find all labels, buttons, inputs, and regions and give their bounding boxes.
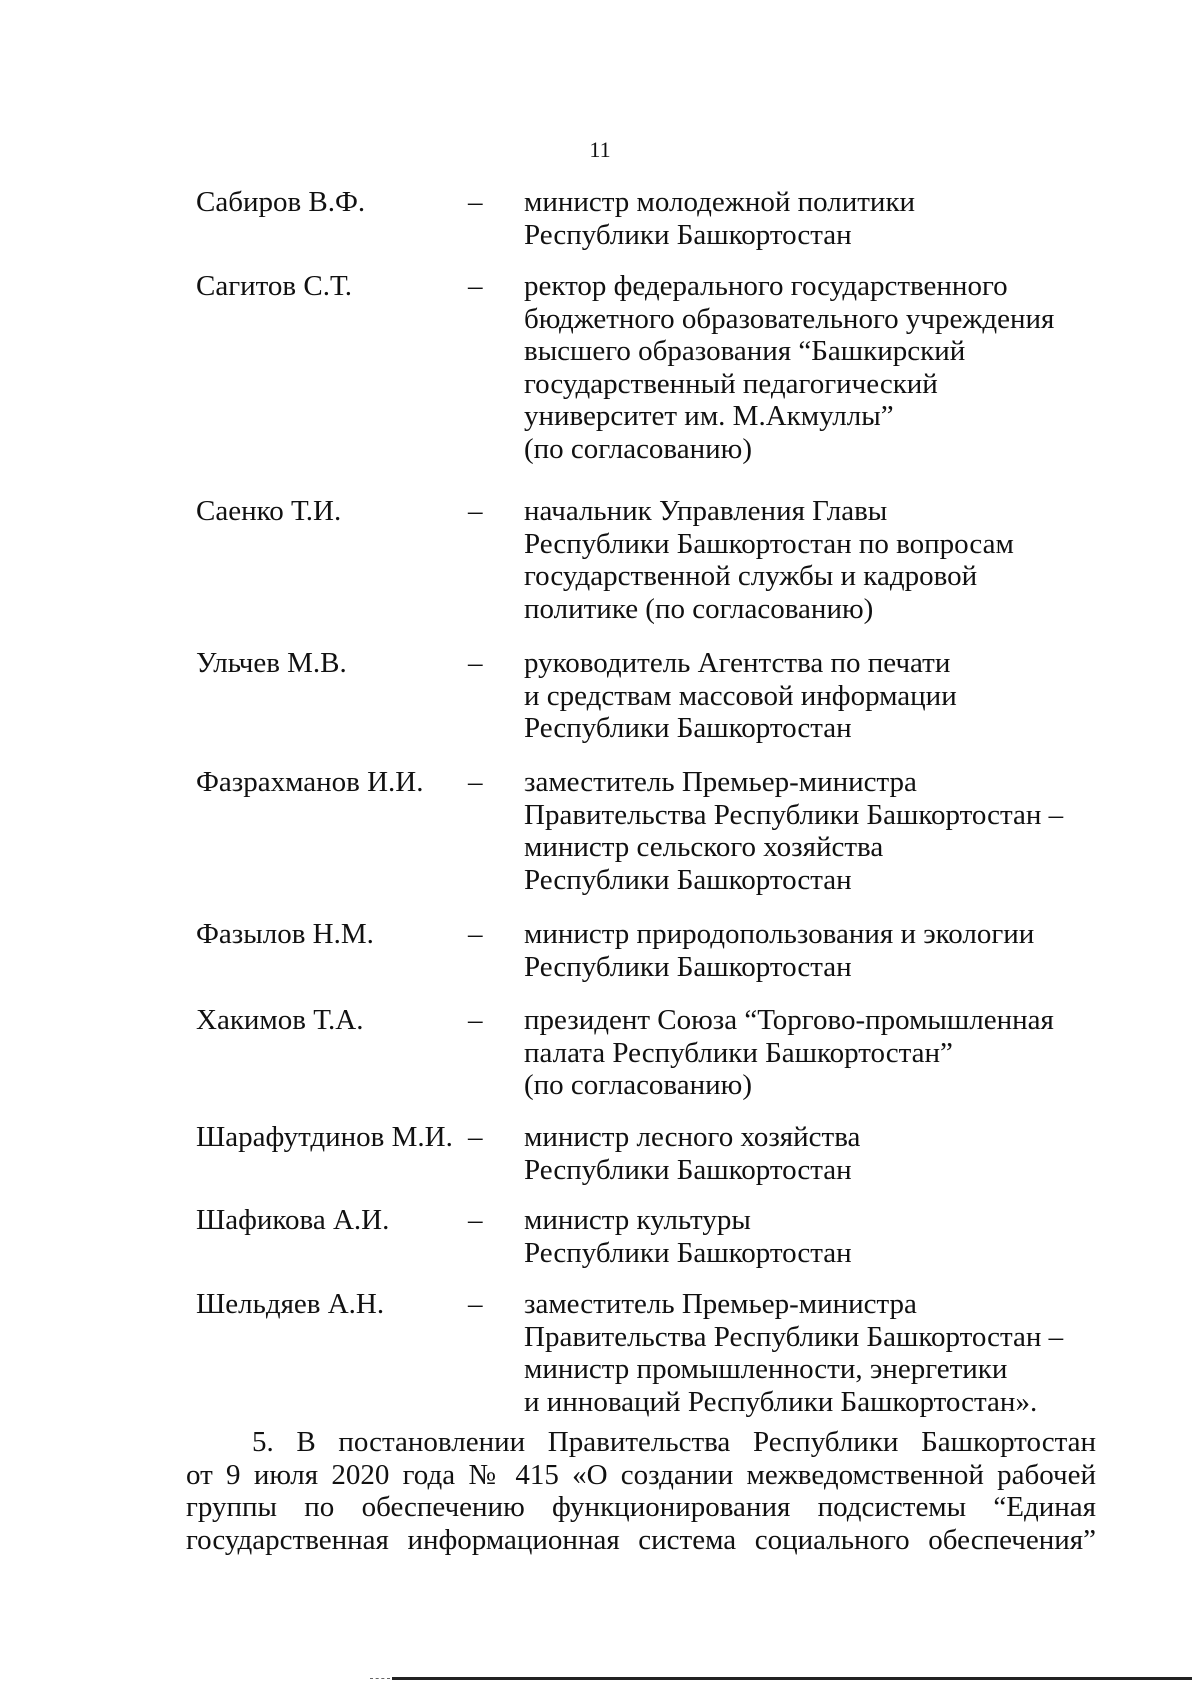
member-dash: –: [468, 186, 483, 218]
member-dash: –: [468, 495, 483, 527]
member-dash: –: [468, 1288, 483, 1320]
member-role: [524, 647, 1124, 745]
member-role: [524, 495, 1124, 625]
member-name: Фазылов Н.М.: [196, 918, 374, 950]
member-dash: –: [468, 647, 483, 679]
role-line: президент Союза “Торгово-промышленная: [524, 1004, 1054, 1036]
member-dash: –: [468, 1004, 483, 1036]
role-line: Правительства Республики Башкортостан –: [524, 1320, 1064, 1353]
member-name: Фазрахманов И.И.: [196, 766, 424, 798]
footer-rule: [392, 1677, 1192, 1680]
role-line: палата Республики Башкортостан”: [524, 1036, 953, 1069]
role-line: Республики Башкортостан по вопросам: [524, 527, 1014, 560]
role-line: ректор федерального государственного: [524, 270, 1008, 302]
member-role: [524, 918, 1124, 983]
role-line: министр молодежной политики: [524, 186, 916, 218]
page-number: 11: [589, 137, 611, 162]
role-line: государственной службы и кадровой: [524, 560, 978, 593]
member-name: Шарафутдинов М.И.: [196, 1121, 453, 1153]
role-line: заместитель Премьер-министра: [524, 1288, 917, 1320]
role-line: Республики Башкортостан: [524, 218, 852, 251]
member-dash: –: [468, 1204, 483, 1236]
role-line: и средствам массовой информации: [524, 679, 957, 712]
role-line: Правительства Республики Башкортостан –: [524, 798, 1064, 831]
member-role: [524, 186, 1124, 251]
member-role: [524, 766, 1124, 896]
member-name: Хакимов Т.А.: [196, 1004, 364, 1036]
role-line: министр лесного хозяйства: [524, 1121, 861, 1153]
member-dash: –: [468, 1121, 483, 1153]
role-line: высшего образования “Башкирский: [524, 335, 966, 368]
role-line: Республики Башкортостан: [524, 1153, 852, 1186]
role-line: университет им. М.Акмуллы”: [524, 400, 894, 433]
member-role: [524, 1288, 1124, 1418]
role-line: (по согласованию): [524, 432, 752, 465]
role-line: министр сельского хозяйства: [524, 831, 884, 864]
member-role: [524, 1004, 1124, 1102]
paragraph-5: [186, 1426, 1096, 1556]
member-name: Шафикова А.И.: [196, 1204, 390, 1236]
role-line: Республики Башкортостан: [524, 863, 852, 896]
role-line: министр промышленности, энергетики: [524, 1353, 1008, 1386]
paragraph-line: группы по обеспечению функционирования подсистемы “Единая: [186, 1491, 1096, 1523]
role-line: и инноваций Республики Башкортостан».: [524, 1385, 1038, 1418]
role-line: министр природопользования и экологии: [524, 918, 1035, 950]
role-line: (по согласованию): [524, 1069, 752, 1102]
role-line: начальник Управления Главы: [524, 495, 888, 527]
role-line: министр культуры: [524, 1204, 751, 1236]
role-line: государственный педагогический: [524, 367, 938, 400]
role-line: бюджетного образовательного учреждения: [524, 302, 1055, 335]
paragraph-line: государственная информационная система социального обеспечения”: [186, 1523, 1096, 1556]
member-dash: –: [468, 766, 483, 798]
paragraph-line: 5. В постановлении Правительства Республики Башкортостан: [252, 1426, 1096, 1458]
role-line: Республики Башкортостан: [524, 712, 852, 745]
member-role: [524, 1121, 1124, 1186]
member-name: Саенко Т.И.: [196, 495, 342, 527]
role-line: политике (по согласованию): [524, 592, 874, 625]
member-dash: –: [468, 270, 483, 302]
member-name: Шельдяев А.Н.: [196, 1288, 385, 1320]
member-name: Ульчев М.В.: [196, 647, 347, 679]
role-line: Республики Башкортостан: [524, 1236, 852, 1269]
paragraph-line: от 9 июля 2020 года № 415 «О создании межведомственной рабочей: [186, 1458, 1096, 1491]
role-line: руководитель Агентства по печати: [524, 647, 951, 679]
role-line: Республики Башкортостан: [524, 950, 852, 983]
member-role: [524, 1204, 1124, 1269]
member-name: Сабиров В.Ф.: [196, 186, 366, 218]
role-line: заместитель Премьер-министра: [524, 766, 917, 798]
member-role: [524, 270, 1124, 466]
member-name: Сагитов С.Т.: [196, 270, 353, 302]
member-dash: –: [468, 918, 483, 950]
footer-rule-dashed: [370, 1678, 390, 1680]
